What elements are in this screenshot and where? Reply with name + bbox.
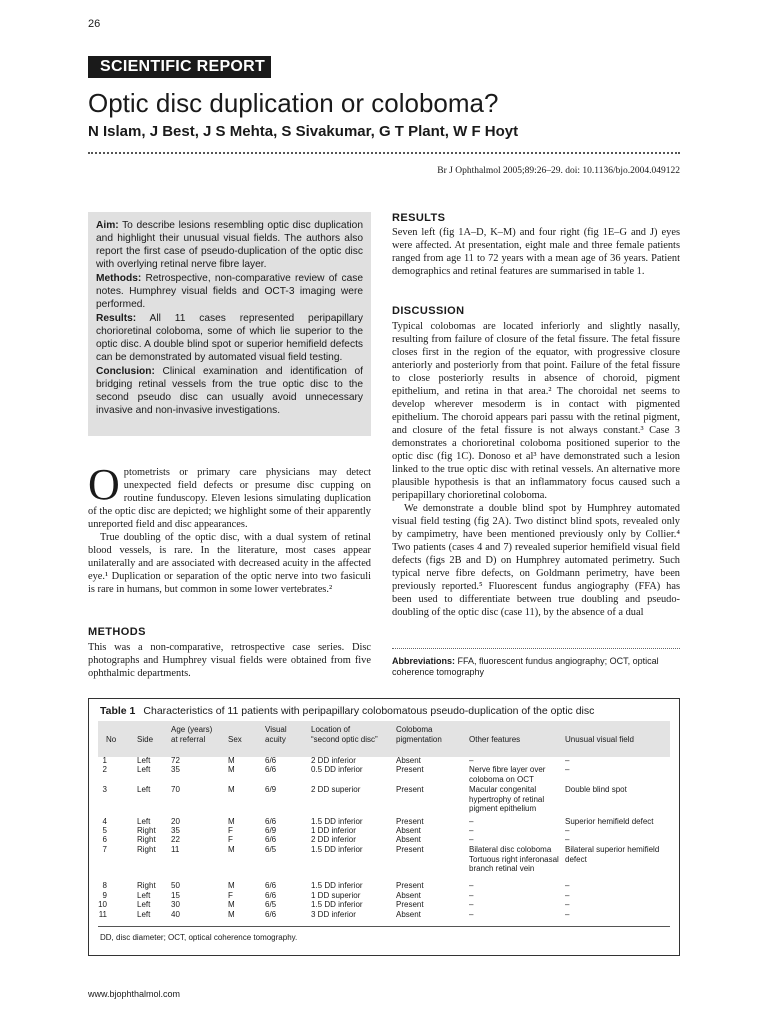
methods-paragraph: This was a non-comparative, retrospective case series. Disc photographs and Humphrey visual fields were obtained from five ophthalmic departments. xyxy=(88,642,371,679)
abstract-results-label: Results: xyxy=(96,313,137,324)
table-cell: 1.5 DD inferior xyxy=(311,900,363,909)
abstract-results-text: All 11 cases represented peripapillary chorioretinal coloboma, some of which lie superior to the optic disc. A double blind spot or superior hemifield defects can be demonstrated by automated visual field testing. xyxy=(96,313,363,363)
table-cell: Present xyxy=(396,785,424,794)
table-cell: Left xyxy=(137,765,151,774)
table-header-cell: Visual acuity xyxy=(265,725,287,744)
table-cell: 3 xyxy=(102,785,107,794)
table-cell: – xyxy=(469,900,474,909)
discussion-text xyxy=(392,320,680,619)
discussion-paragraph-1: Typical colobomas are located inferiorly and slightly nasally, resulting from failure of closure of the fetal fissure. The fetal fissure closes first in the region of the equator, with progressive closure anteriorly and posteriorly from that point. Failure of the fetal fissure to close posteriorly results in absence of choroid, pigment epithelium, and retina in that area.² The choroidal net seems to develop wherever mesoderm is in contact with pigmented epithelium. The choroid appears pari passu with the retinal pigment, and closure of the fetal fissure is not always constant.³ Case 3 demonstrates a chorioretinal coloboma positioned superior to the optic disc (fig 1C). Donoso et al³ have demonstrated such a lesion linked to the true optic disc with retinal vessels. An alternative more plausible hypothesis is that an inflammatory focus caused such a peripapillary chorioretinal coloboma. xyxy=(392,321,680,501)
table-cell: Superior hemifield defect xyxy=(565,817,654,826)
table-cell: Left xyxy=(137,817,151,826)
table-cell: M xyxy=(228,910,235,919)
table-cell: Left xyxy=(137,900,151,909)
section-label: SCIENTIFIC REPORT xyxy=(88,56,271,78)
abstract-aim-label: Aim: xyxy=(96,220,119,231)
table-cell: 50 xyxy=(171,881,180,890)
introduction xyxy=(88,460,371,596)
table-cell: Absent xyxy=(396,910,421,919)
table-cell: Absent xyxy=(396,826,421,835)
table-cell: 6/9 xyxy=(265,826,277,835)
table-cell: Absent xyxy=(396,891,421,900)
abstract-results xyxy=(96,312,363,364)
table-cell: – xyxy=(469,891,474,900)
table-cell: – xyxy=(565,835,570,844)
table-cell: – xyxy=(469,756,474,765)
table-cell: Present xyxy=(396,900,424,909)
abstract-methods xyxy=(96,272,363,311)
table-cell: 6/6 xyxy=(265,756,277,765)
table-cell: Right xyxy=(137,881,156,890)
table-cell: – xyxy=(565,765,570,774)
table-cell: M xyxy=(228,845,235,854)
table-cell: 2 DD inferior xyxy=(311,835,356,844)
table-cell: Absent xyxy=(396,756,421,765)
table-cell: F xyxy=(228,891,233,900)
table-cell: – xyxy=(565,900,570,909)
table-cell: – xyxy=(469,835,474,844)
table-cell: 3 DD inferior xyxy=(311,910,356,919)
abstract-aim-text: To describe lesions resembling optic disc duplication and highlight their unusual visual fields. The authors also report the first case of pseudo-duplication of the optic disc with overlying retinal nerve fibre layer. xyxy=(96,220,363,270)
table-cell: 11 xyxy=(171,845,180,854)
table-header-cell: No xyxy=(106,735,117,744)
table-cell: Present xyxy=(396,765,424,774)
table-cell: M xyxy=(228,756,235,765)
table-cell: – xyxy=(469,826,474,835)
table-cell: 1.5 DD inferior xyxy=(311,881,363,890)
table-cell: 40 xyxy=(171,910,180,919)
abstract-box xyxy=(88,212,371,436)
table-cell: – xyxy=(469,881,474,890)
table-cell: F xyxy=(228,826,233,835)
table-1 xyxy=(88,698,680,956)
table-cell: 70 xyxy=(171,785,180,794)
table-caption-text: Characteristics of 11 patients with peripapillary colobomatous pseudo-duplication of the optic disc xyxy=(143,705,595,717)
abbreviations xyxy=(392,656,680,678)
table-cell: Nerve fibre layer over coloboma on OCT xyxy=(469,765,546,784)
table-cell: 6/6 xyxy=(265,881,277,890)
table-cell: 22 xyxy=(171,835,180,844)
intro-paragraph xyxy=(88,460,371,531)
methods-heading: METHODS xyxy=(88,626,146,638)
abstract-conclusion xyxy=(96,365,363,417)
table-cell: M xyxy=(228,881,235,890)
table-cell: 35 xyxy=(171,826,180,835)
methods-text xyxy=(88,641,371,680)
abstract-conclusion-label: Conclusion: xyxy=(96,366,155,377)
table-cell: – xyxy=(565,891,570,900)
table-cell: 6/9 xyxy=(265,785,277,794)
discussion-paragraph-2: We demonstrate a double blind spot by Humphrey automated visual field testing (fig 2A). Two distinct blind spots, revealed only by campimetry, have been mentioned previously only by Collier.⁴ Two patients (cases 4 and 7) revealed superior hemifield visual field defects (figs 2B and D) on Humphrey automated perimetry. Such typical nerve fibre defects, on Goldmann perimetry, have been previously reported.⁵ Fluorescent fundus angiography (FFA) has been used to differentiate between true doubling and pseudo-doubling of the optic disc (case 11), by the absence of a dual xyxy=(392,503,680,618)
table-header-cell: Unusual visual field xyxy=(565,735,634,744)
abbreviations-text: FFA, fluorescent fundus angiography; OCT, optical coherence tomography xyxy=(392,656,659,677)
table-cell: 5 xyxy=(102,826,107,835)
table-cell: 7 xyxy=(102,845,107,854)
table-cell: 2 DD superior xyxy=(311,785,361,794)
table-cell: 1.5 DD inferior xyxy=(311,817,363,826)
table-bottom-rule xyxy=(98,926,670,927)
article-title: Optic disc duplication or coloboma? xyxy=(88,88,499,118)
table-cell: F xyxy=(228,835,233,844)
table-label: Table 1 xyxy=(100,705,136,717)
table-cell: M xyxy=(228,900,235,909)
page-number: 26 xyxy=(88,18,101,30)
intro-text-1: ptometrists or primary care physicians may detect unexpected field defects or presume disc cupping on routine funduscopy. Eleven lesions simulating duplication of the optic disc are depicted; we highlight some of their apparently unreported field and disc appearances. xyxy=(88,467,371,530)
table-caption xyxy=(100,705,594,717)
table-cell: – xyxy=(565,910,570,919)
table-cell: 11 xyxy=(98,910,107,919)
table-cell: 1 xyxy=(102,756,107,765)
table-cell: 0.5 DD inferior xyxy=(311,765,363,774)
table-cell: 20 xyxy=(171,817,180,826)
table-cell: Present xyxy=(396,845,424,854)
table-cell: 8 xyxy=(102,881,107,890)
table-cell: Bilateral superior hemifield defect xyxy=(565,845,660,864)
table-cell: 72 xyxy=(171,756,180,765)
footer-url: www.bjophthalmol.com xyxy=(88,989,181,999)
table-header-cell: Other features xyxy=(469,735,521,744)
table-cell: Present xyxy=(396,881,424,890)
table-cell: 1.5 DD inferior xyxy=(311,845,363,854)
abbreviations-divider xyxy=(392,648,680,649)
table-cell: 6/6 xyxy=(265,910,277,919)
table-cell: 2 xyxy=(102,765,107,774)
table-cell: – xyxy=(565,881,570,890)
table-cell: – xyxy=(565,756,570,765)
table-cell: – xyxy=(469,817,474,826)
table-cell: – xyxy=(565,826,570,835)
table-cell: 35 xyxy=(171,765,180,774)
table-cell: Right xyxy=(137,826,156,835)
table-header-cell: Coloboma pigmentation xyxy=(396,725,442,744)
table-cell: Bilateral disc coloboma Tortuous right inferonasal branch retinal vein xyxy=(469,845,559,873)
abstract-aim xyxy=(96,219,363,271)
table-cell: 6/5 xyxy=(265,845,277,854)
results-paragraph: Seven left (fig 1A–D, K–M) and four right (fig 1E–G and J) eyes were affected. At presentation, eight male and three female patients ranged from age 11 to 72 years with a mean age of 36 years. Patient demographics and retinal features are summarised in table 1. xyxy=(392,227,680,277)
table-cell: 4 xyxy=(102,817,107,826)
intro-paragraph-2: True doubling of the optic disc, with a dual system of retinal blood vessels, is rare. In the literature, most cases appear unilaterally and are associated with decreased acuity in the affected eye.¹ Duplication or separation of the optic nerve into two fasiculi is rare in humans, but common in some lower vertebrates.² xyxy=(88,532,371,595)
table-cell: Present xyxy=(396,817,424,826)
table-cell: 6/6 xyxy=(265,891,277,900)
table-cell: 10 xyxy=(98,900,107,909)
title-divider xyxy=(88,152,680,154)
abstract-methods-label: Methods: xyxy=(96,273,142,284)
table-cell: – xyxy=(469,910,474,919)
table-cell: M xyxy=(228,785,235,794)
results-heading: RESULTS xyxy=(392,212,446,224)
drop-cap: O xyxy=(88,460,120,509)
table-footnote: DD, disc diameter; OCT, optical coherence tomography. xyxy=(100,933,298,942)
table-cell: Left xyxy=(137,891,151,900)
table-header-cell: Side xyxy=(137,735,154,744)
table-cell: Left xyxy=(137,756,151,765)
table-cell: Left xyxy=(137,910,151,919)
table-cell: M xyxy=(228,765,235,774)
table-cell: Right xyxy=(137,835,156,844)
table-cell: 6/6 xyxy=(265,835,277,844)
table-cell: Double blind spot xyxy=(565,785,627,794)
table-cell: Left xyxy=(137,785,151,794)
table-cell: 1 DD inferior xyxy=(311,826,356,835)
discussion-heading: DISCUSSION xyxy=(392,305,465,317)
table-cell: 6/6 xyxy=(265,765,277,774)
table-cell: 1 DD superior xyxy=(311,891,361,900)
abstract-conclusion-text: Clinical examination and identification of bridging retinal vessels from the true optic disc to the second pseudo disc can usually avoid unnecessary invasive and non-invasive investigations. xyxy=(96,366,363,416)
table-cell: Absent xyxy=(396,835,421,844)
results-text xyxy=(392,226,680,278)
citation: Br J Ophthalmol 2005;89:26–29. doi: 10.1136/bjo.2004.049122 xyxy=(437,166,680,176)
table-header-cell: Sex xyxy=(228,735,242,744)
table-cell: Right xyxy=(137,845,156,854)
table-cell: 6 xyxy=(102,835,107,844)
table-cell: 2 DD inferior xyxy=(311,756,356,765)
author-list: N Islam, J Best, J S Mehta, S Sivakumar, G T Plant, W F Hoyt xyxy=(88,123,519,140)
table-cell: M xyxy=(228,817,235,826)
table-header-cell: Location of “second optic disc” xyxy=(311,725,378,744)
abbreviations-label: Abbreviations: xyxy=(392,656,456,666)
abstract-methods-text: Retrospective, non-comparative review of case notes. Humphrey visual fields and OCT-3 imaging were performed. xyxy=(96,273,363,310)
table-cell: Macular congenital hypertrophy of retinal pigment epithelium xyxy=(469,785,545,813)
table-cell: 15 xyxy=(171,891,180,900)
table-cell: 6/5 xyxy=(265,900,277,909)
table-cell: 9 xyxy=(102,891,107,900)
table-cell: 6/6 xyxy=(265,817,277,826)
table-header-cell: Age (years) at referral xyxy=(171,725,213,744)
table-cell: 30 xyxy=(171,900,180,909)
